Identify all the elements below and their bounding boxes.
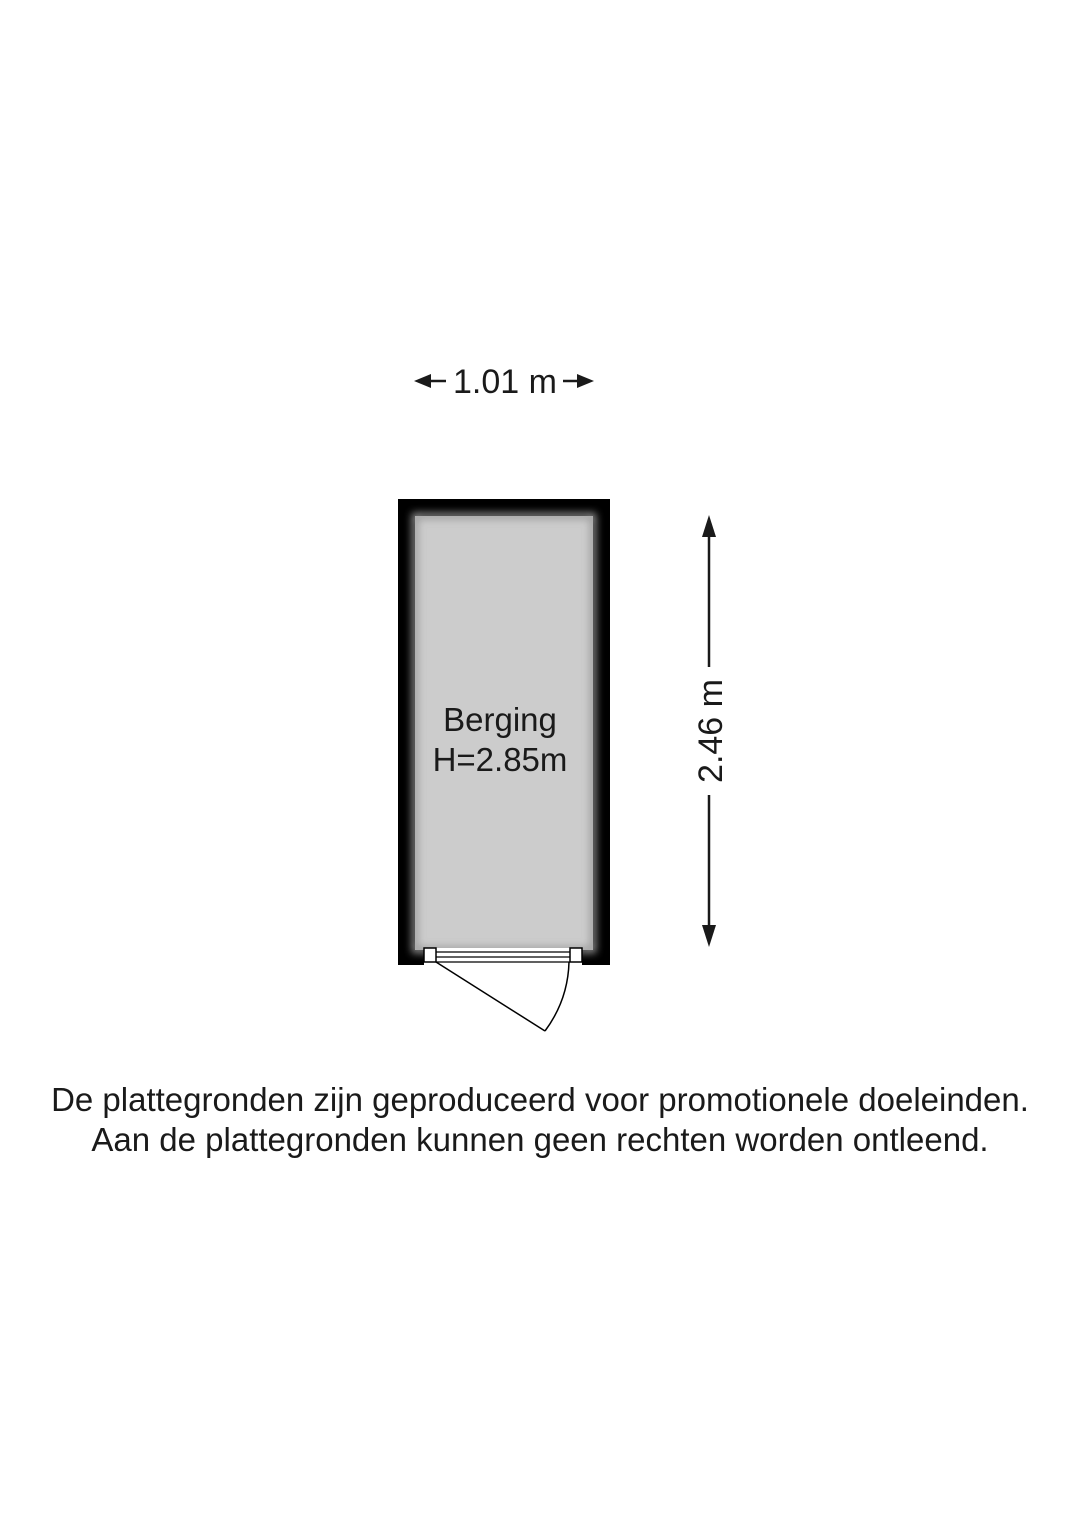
width-dimension [414, 363, 594, 401]
room-name: Berging [443, 701, 557, 738]
length-arrow-bottom-icon [702, 925, 716, 947]
disclaimer-line-1: De plattegronden zijn geproduceerd voor promotionele doeleinden. [51, 1081, 1029, 1118]
room-berging [398, 499, 610, 1031]
length-dimension-label: 2.46 m [692, 679, 730, 783]
disclaimer-line-2: Aan de plattegronden kunnen geen rechten worden ontleend. [91, 1121, 989, 1158]
room-height-label: H=2.85m [432, 741, 568, 778]
door-leaf [436, 962, 545, 1031]
width-dimension-label: 1.01 m [453, 363, 557, 401]
width-arrow-left-icon [414, 374, 431, 388]
door-jamb-right [570, 948, 582, 962]
door-swing-arc [545, 962, 569, 1031]
length-dimension [692, 515, 730, 947]
door-jamb-left [424, 948, 436, 962]
width-arrow-right-icon [577, 374, 594, 388]
